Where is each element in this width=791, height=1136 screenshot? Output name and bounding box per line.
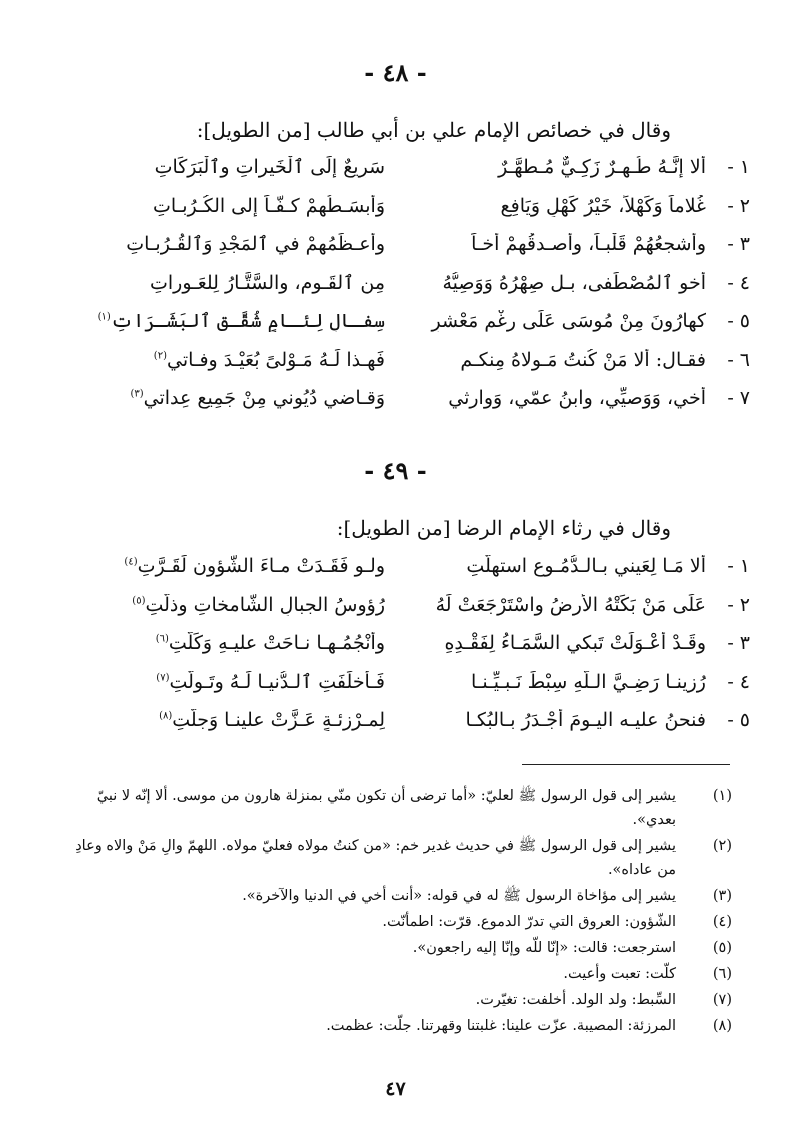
first-hemistich: غُلاماً وَكَهْلاً، خَيْرُ كَهْلٍ وَيَافِعٍ xyxy=(500,194,706,217)
verse-number: ٣ - xyxy=(727,632,750,654)
footnote-ref: (٤) xyxy=(124,556,138,568)
first-hemistich: فنحنُ عليـه اليـومَ أجْـدَرُ بـالبُكـا xyxy=(465,709,706,731)
footnote xyxy=(60,910,732,934)
footnote xyxy=(60,834,732,882)
footnotes xyxy=(60,784,732,1040)
footnote-ref: (٨) xyxy=(159,710,173,722)
second-hemistich: وَأبسَـطُهمْ كـفّـاً إلى الكُـرُبـاتِ xyxy=(153,194,385,217)
verse xyxy=(40,152,750,191)
footnote-ref: (٦) xyxy=(155,633,169,645)
second-hemistich: ولـو فَقَـدَتْ مـاءَ الشُّؤون لَقَـرَّتِ$^{(٤)}$ xyxy=(124,555,385,577)
footnote xyxy=(60,1014,732,1038)
footnote-number: (٥) xyxy=(712,940,732,956)
second-hemistich: سَرِيعٌ إِلَى ٱلْخَيراتِ وٱلْبَرَكَاتِ xyxy=(154,156,385,178)
verse xyxy=(40,306,750,345)
second-hemistich: وأنْجُمُـهـا نـاحَتْ عليـهِ وَكَلَّتِ$^{(٦)}$ xyxy=(155,632,385,654)
page-number: ٤٧ xyxy=(385,1078,406,1100)
footnote-text: المرزئة: المصيبة. عزّت علينا: غلبتنا وقهرتنا. جلّت: عظمت. xyxy=(326,1018,676,1034)
footnote-text: السِّبط: ولد الولد. أخلفت: تغيّرت. xyxy=(475,992,676,1008)
footnote-ref: (١) xyxy=(97,311,111,323)
footnote-number: (٨) xyxy=(712,1018,732,1034)
verse-number: ٥ - xyxy=(727,310,750,332)
poem-verses xyxy=(40,551,750,744)
second-hemistich: مِن ٱلقَـومِ، والسَّتَّـارُ لِلعَـوراتِ xyxy=(150,271,385,294)
verse-number: ٣ - xyxy=(727,233,750,255)
footnote-text: يشير إلى مؤاخاة الرسول ﷺ له في قوله: «أنت أخي في الدنيا والآخرة». xyxy=(242,888,676,904)
second-hemistich: وأعـظَمُهمْ في ٱلمَجْدِ وَٱلقُـرُبـاتِ xyxy=(126,233,385,255)
poem-number: - ٤٨ - xyxy=(364,58,427,87)
verse xyxy=(40,229,750,268)
first-hemistich: وقَـدْ أعْـوَلَتْ تَبكي السَّمَـاءُ لِفَقْـدِهِ xyxy=(444,632,706,654)
first-hemistich: وأشجعُهُمْ قَلْبـاً، وأصـدقُهمْ أخـاً xyxy=(471,233,706,255)
footnote-ref: (٥) xyxy=(132,595,146,607)
poem-intro: وقال في خصائص الإمام علي بن أبي طالب [من الطويل]: xyxy=(196,118,671,142)
footnote-ref: (٧) xyxy=(156,672,170,684)
footnote-text: الشّؤون: العروق التي تدرّ الدموع. قرّت: اطمأنّت. xyxy=(382,914,676,930)
footnote xyxy=(60,988,732,1012)
footnote-number: (٢) xyxy=(712,838,732,854)
footnote-text: كلّت: تعبت وأعيت. xyxy=(563,966,676,982)
footnote xyxy=(60,884,732,908)
second-hemistich: فَهـذا لَـهُ مَـوْلىً بُعَيْـدَ وفـاتي$^{(٢)}$ xyxy=(153,348,385,371)
footnote xyxy=(60,936,732,960)
second-hemistich: سِفـالٍ لِئـامٍ شُقَّـقِ ٱلبَشَـرَاتِ$^{(١)}$ xyxy=(97,310,385,332)
first-hemistich: فقـال: ألا مَنْ كُنتُ مَـولاهُ مِنكـم xyxy=(460,348,706,371)
first-hemistich: أخي، وَوَصيِّي، وابنُ عمّي، وَوارِثي xyxy=(448,387,706,409)
footnote-divider xyxy=(522,764,730,765)
verse-number: ٢ - xyxy=(727,194,750,217)
verse-number: ٤ - xyxy=(727,271,750,294)
verse xyxy=(40,383,750,422)
poem-intro: وقال في رثاء الإمام الرضا [من الطويل]: xyxy=(336,516,671,540)
first-hemistich: رُزِينـا رَضِـيَّ الـلّهِ سِبْطَ نَـبـيِّـنـا xyxy=(471,670,706,693)
footnote-number: (٧) xyxy=(712,992,732,1008)
verse-number: ١ - xyxy=(727,156,750,178)
verse xyxy=(40,590,750,629)
first-hemistich: أخو ٱلمُصْطَفى، بـل صِهْرُهُ وَوَصِيُّهُ xyxy=(442,271,706,294)
verse xyxy=(40,268,750,307)
footnote-number: (٦) xyxy=(712,966,732,982)
verse-number: ٧ - xyxy=(727,387,750,409)
second-hemistich: وَقـاضي دُيُوني مِنْ جَمِيعِ عِداتي$^{(٣)}$ xyxy=(130,387,385,409)
verse-number: ٥ - xyxy=(727,709,750,731)
footnote-ref: (٢) xyxy=(153,350,167,362)
footnote-number: (٤) xyxy=(712,914,732,930)
first-hemistich: كهارُونَ مِنْ مُوسَى عَلَى رغْمِ مَعْشرٍ xyxy=(431,310,706,332)
verse xyxy=(40,191,750,230)
first-hemistich: عَلَى مَنْ بَكَتْهُ الأرضُ واسْتَرْجَعَتْ لَهُ xyxy=(435,593,706,616)
verse-number: ١ - xyxy=(727,555,750,577)
first-hemistich: أَلا إِنَّـهُ طُـهـرٌ زَكِـيٌّ مُـطهَّـرٌ xyxy=(498,156,706,178)
first-hemistich: أَلا مَـا لِعَيني بـالـدُّمُـوعِ استهلَّتِ xyxy=(466,555,706,577)
footnote-number: (١) xyxy=(712,788,732,804)
footnote-text: استرجعت: قالت: «إنّا للّه وإنّا إليه راجعون». xyxy=(412,940,676,956)
poem-number: - ٤٩ - xyxy=(364,456,427,485)
verse xyxy=(40,345,750,384)
verse xyxy=(40,705,750,744)
verse xyxy=(40,551,750,590)
poem-verses xyxy=(40,152,750,422)
verse xyxy=(40,628,750,667)
verse xyxy=(40,667,750,706)
second-hemistich: لِمـرْزئـةٍ عَـزَّتْ علينـا وَجلَّتِ$^{(٨)}$ xyxy=(159,709,385,731)
second-hemistich: فَـأَخلَفَتِ ٱلـدُّنيـا لَـهُ وتَـولَّتِ$^{(٧)}$ xyxy=(156,670,385,693)
footnote-text: يشير إلى قول الرسول ﷺ في حديث غدير خم: «من كنتُ مولاه فعليّ مولاه. اللهمّ والِ مَنْ والاه وعادِ من عاداه». xyxy=(75,838,676,878)
footnote-text: يشير إلى قول الرسول ﷺ لعليّ: «أما ترضى أن تكون منّي بمنزلة هارون من موسى. ألا إنّه لا نبيّ بعدي». xyxy=(96,788,676,828)
second-hemistich: رُؤوسُ الجبالِ الشَّامخاتِ وذلَّتِ$^{(٥)}$ xyxy=(132,593,385,616)
footnote xyxy=(60,962,732,986)
verse-number: ٦ - xyxy=(727,348,750,371)
footnote-ref: (٣) xyxy=(130,388,144,400)
verse-number: ٢ - xyxy=(727,593,750,616)
footnote-number: (٣) xyxy=(712,888,732,904)
verse-number: ٤ - xyxy=(727,670,750,693)
footnote xyxy=(60,784,732,832)
